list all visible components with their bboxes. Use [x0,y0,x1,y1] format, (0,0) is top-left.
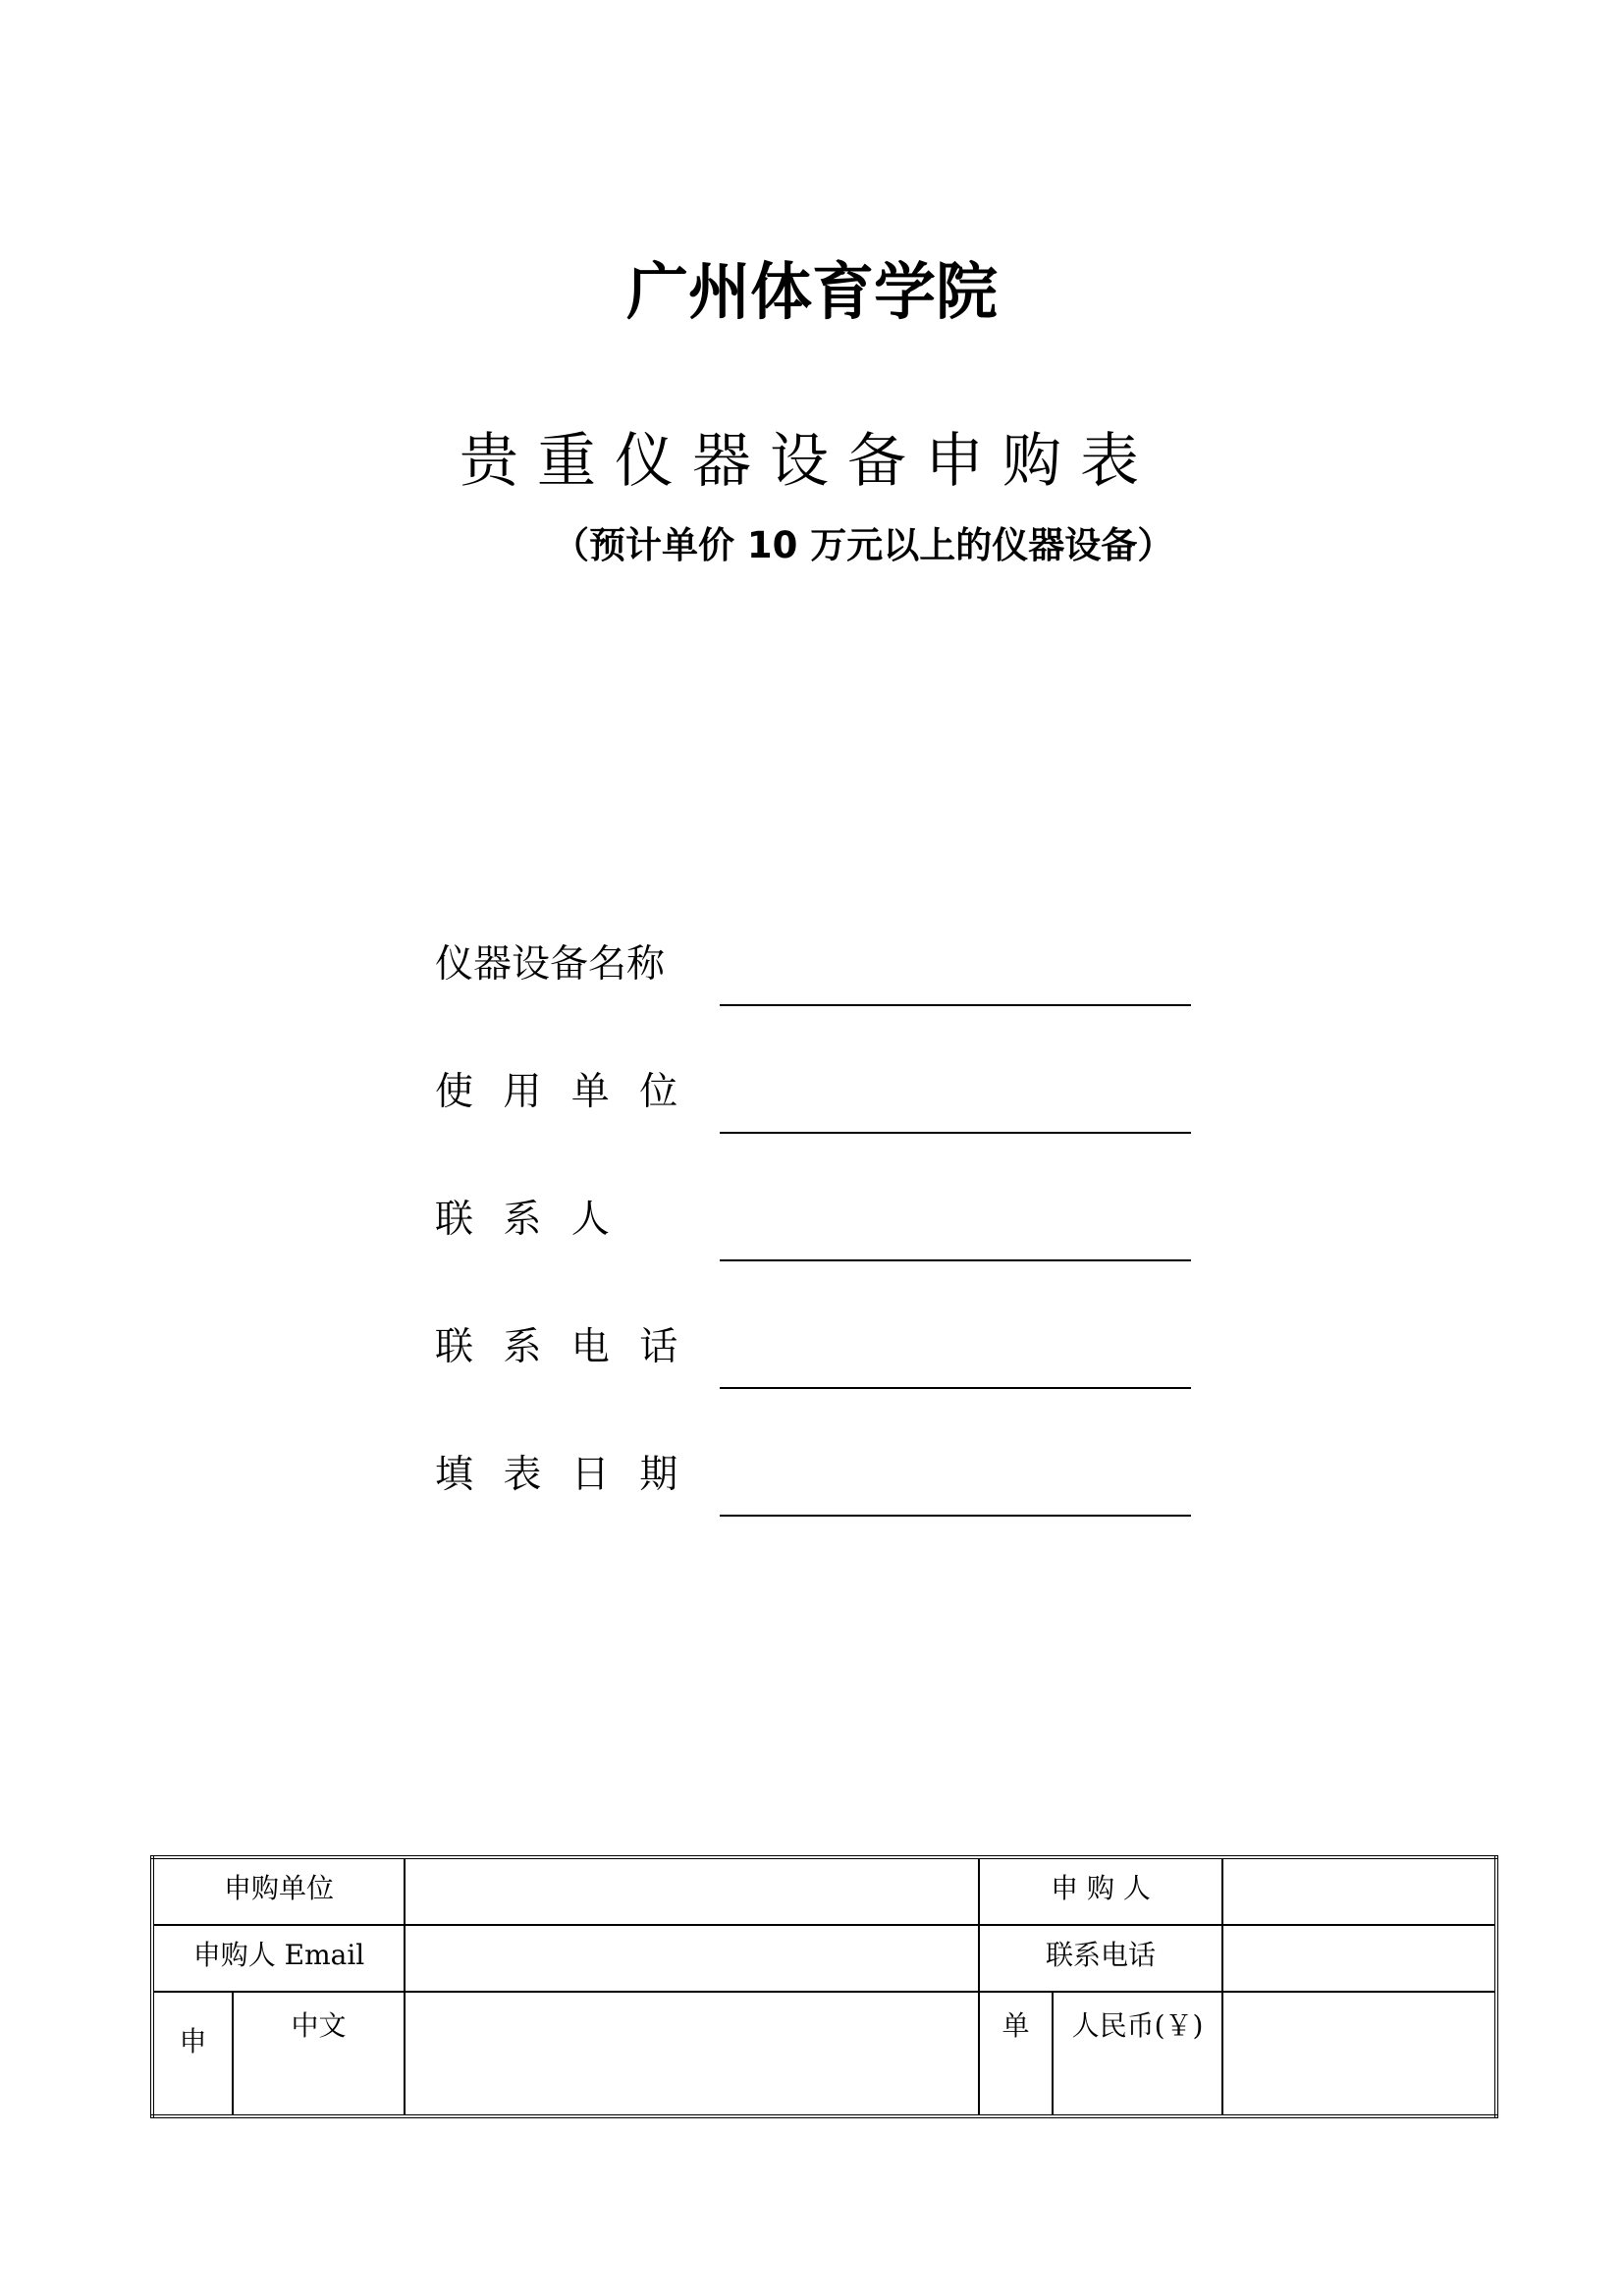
field-label-equipment-name: 仪器设备名称 [435,942,666,987]
rmb-cell[interactable] [1222,1992,1496,2116]
form-subtitle: （预计单价 10 万元以上的仪器设备） [553,524,1174,566]
purchasing-unit-label: 申购单位 [152,1857,405,1925]
field-label-using-unit: 使 用 单 位 [435,1070,687,1114]
field-line-fill-date[interactable] [720,1515,1191,1517]
contact-phone-cell[interactable] [1222,1925,1496,1992]
field-line-using-unit[interactable] [720,1132,1191,1134]
side-label: 申 [152,1992,233,2116]
purchasing-unit-cell[interactable] [405,1857,979,1925]
applicant-label: 申 购 人 [979,1857,1222,1925]
field-line-contact-person[interactable] [720,1259,1191,1261]
applicant-email-label: 申购人 Email [152,1925,405,1992]
applicant-email-cell[interactable] [405,1925,979,1992]
application-info-table [150,1855,1498,2118]
school-title: 广州体育学院 [626,256,998,328]
table-row [152,1857,1496,1925]
unit-price-label: 单 [979,1992,1053,2116]
field-line-contact-phone[interactable] [720,1387,1191,1389]
field-label-contact-person: 联 系 人 [435,1198,619,1242]
field-label-contact-phone: 联 系 电 话 [435,1325,687,1369]
field-line-equipment-name[interactable] [720,1004,1191,1006]
chinese-name-label: 中文 [233,1992,405,2116]
rmb-label: 人民币(￥) [1053,1992,1222,2116]
table-row [152,1992,1496,2116]
table-row [152,1925,1496,1992]
field-label-fill-date: 填 表 日 期 [435,1453,687,1497]
applicant-cell[interactable] [1222,1857,1496,1925]
contact-phone-label: 联系电话 [979,1925,1222,1992]
chinese-name-cell[interactable] [405,1992,979,2116]
form-title: 贵重仪器设备申购表 [460,427,1158,496]
